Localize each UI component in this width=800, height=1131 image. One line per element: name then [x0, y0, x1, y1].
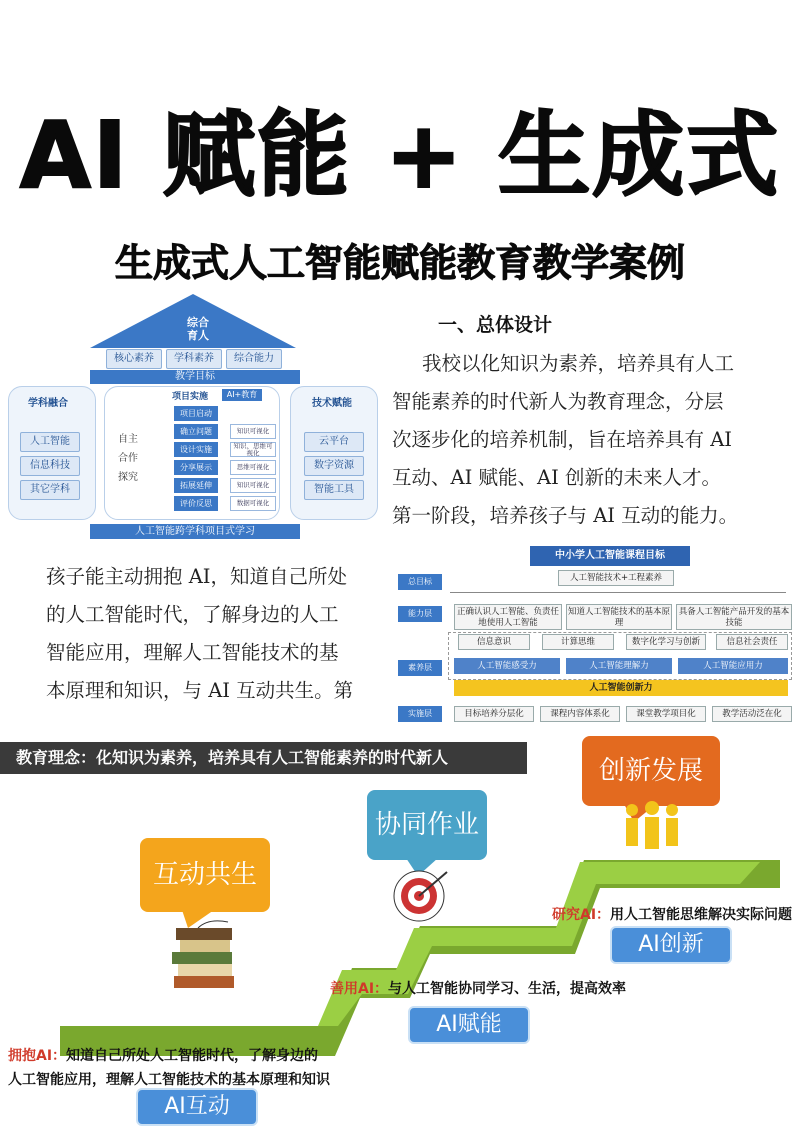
- caption-research-lead: 研究AI：: [552, 907, 611, 923]
- pillar-subject: 学科素养: [166, 349, 222, 369]
- roof-line-1: 综合: [187, 316, 209, 329]
- step-start: 项目启动: [174, 406, 218, 421]
- literacy-1: 信息意识: [458, 634, 530, 650]
- ai-empower-button: AI赋能: [408, 1006, 530, 1044]
- ai-interact-button: AI互动: [136, 1088, 258, 1126]
- level-implement: 实施层: [398, 706, 442, 722]
- mode-explore: 探究: [118, 472, 138, 483]
- caption-use: [330, 978, 626, 998]
- caption-research-text: 用人工智能思维解决实际问题: [610, 907, 793, 923]
- subtitle: 生成式人工智能赋能教育教学案例: [114, 241, 685, 285]
- intro-paragraph-left: [46, 558, 353, 710]
- impl-2: 课程内容体系化: [540, 706, 620, 722]
- total-goal: 人工智能技术+工程素养: [558, 570, 674, 586]
- right-line-3: 次逐步化的培养机制，旨在培养具有 AI: [392, 428, 732, 451]
- course-goal-diagram: [398, 546, 794, 726]
- step-note-4: 知识可视化: [230, 478, 276, 493]
- literacy-4: 信息社会责任: [716, 634, 788, 650]
- impl-4: 教学活动泛在化: [712, 706, 792, 722]
- roof-line-2: 育人: [187, 329, 209, 342]
- impl-3: 课堂教学项目化: [626, 706, 706, 722]
- level-ability: 能力层: [398, 606, 442, 622]
- project-learning-diagram: [8, 292, 380, 544]
- pillar-core: 核心素养: [106, 349, 162, 369]
- pillar-ability: 综合能力: [226, 349, 282, 369]
- step-note-5: 数据可视化: [230, 496, 276, 511]
- main-title: AI 赋能 + 生成式: [19, 102, 781, 209]
- right-item-resource: 数字资源: [304, 456, 364, 476]
- ai-education-tag: AI+教育: [222, 389, 262, 401]
- caption-embrace-text: 知道自己所处人工智能时代，了解身边的: [66, 1048, 319, 1064]
- caption-embrace: [8, 1044, 330, 1092]
- step-note-3: 思维可视化: [230, 460, 276, 475]
- right-panel-title: 技术赋能: [312, 398, 352, 409]
- right-item-tools: 智能工具: [304, 480, 364, 500]
- right-line-5: 第一阶段，培养孩子与 AI 互动的能力。: [392, 504, 739, 527]
- caption-use-text: 与人工智能协同学习、生活，提高效率: [388, 981, 627, 997]
- goal-bar: 教学目标: [90, 370, 300, 384]
- ai-innovate-button: AI创新: [610, 926, 732, 964]
- literacy-3: 数字化学习与创新: [626, 634, 706, 650]
- callout-innovate: 创新发展: [582, 736, 720, 806]
- philosophy-banner: [0, 742, 527, 774]
- right-line-4: 互动、AI 赋能、AI 创新的未来人才。: [392, 466, 721, 489]
- philosophy-banner-text: 教育理念：化知识为素养，培养具有人工智能素养的时代新人: [16, 748, 449, 767]
- right-item-cloud: 云平台: [304, 432, 364, 452]
- books-icon: [168, 918, 240, 1000]
- literacy-2: 计算思维: [542, 634, 614, 650]
- innovation-bar: 人工智能创新力: [454, 680, 788, 696]
- caption-embrace-lead: 拥抱AI：: [8, 1048, 67, 1064]
- left-line-2: 的人工智能时代，了解身边的人工: [46, 603, 339, 626]
- caption-use-lead: 善用AI：: [330, 981, 389, 997]
- callout-interact: 互动共生: [140, 838, 270, 912]
- course-goal-title: 中小学人工智能课程目标: [530, 546, 690, 566]
- left-item-ai: 人工智能: [20, 432, 80, 452]
- power-3: 人工智能应用力: [678, 658, 788, 674]
- callout-collab: 协同作业: [367, 790, 487, 860]
- ability-3: 具备人工智能产品开发的基本技能: [676, 604, 792, 630]
- step-note-2: 知识、思维可视化: [230, 442, 276, 457]
- right-line-2: 智能素养的时代新人为教育理念，分层: [392, 390, 724, 413]
- caption-research: [552, 904, 792, 924]
- left-item-it: 信息科技: [20, 456, 80, 476]
- left-line-3: 智能应用，理解人工智能技术的基: [46, 641, 339, 664]
- level-total: 总目标: [398, 574, 442, 590]
- caption-embrace-text-2: 人工智能应用，理解人工智能技术的基本原理和知识: [8, 1072, 330, 1088]
- left-line-1: 孩子能主动拥抱 AI，知道自己所处: [46, 565, 347, 588]
- step-note-1: 知识可视化: [230, 424, 276, 439]
- section-heading: 一、总体设计: [438, 314, 553, 336]
- left-line-4: 本原理和知识，与 AI 互动共生。第: [46, 679, 354, 702]
- power-1: 人工智能感受力: [454, 658, 560, 674]
- center-panel-title: 项目实施: [172, 392, 209, 402]
- target-icon: [392, 866, 450, 924]
- left-panel-title: 学科融合: [28, 398, 68, 409]
- mode-self: 自主: [118, 434, 138, 445]
- step-extend: 拓展延伸: [174, 478, 218, 493]
- right-line-1: 我校以化知识为素养，培养具有人工: [422, 352, 735, 375]
- roof-label: [173, 316, 223, 342]
- left-item-other: 其它学科: [20, 480, 80, 500]
- ability-2: 知道人工智能技术的基本原理: [566, 604, 672, 630]
- people-icon: [620, 798, 684, 856]
- impl-1: 目标培养分层化: [454, 706, 534, 722]
- ability-1: 正确认识人工智能、负责任地使用人工智能: [454, 604, 562, 630]
- step-design: 设计实施: [174, 442, 218, 457]
- step-share: 分享展示: [174, 460, 218, 475]
- bottom-bar: 人工智能跨学科项目式学习: [90, 524, 300, 539]
- learning-modes: [118, 430, 138, 487]
- step-question: 确立问题: [174, 424, 218, 439]
- mode-coop: 合作: [118, 453, 138, 464]
- intro-paragraph-right: [392, 345, 739, 535]
- level-literacy: 素养层: [398, 660, 442, 676]
- power-2: 人工智能理解力: [566, 658, 672, 674]
- step-reflect: 评价反思: [174, 496, 218, 511]
- connector-line: [450, 592, 786, 593]
